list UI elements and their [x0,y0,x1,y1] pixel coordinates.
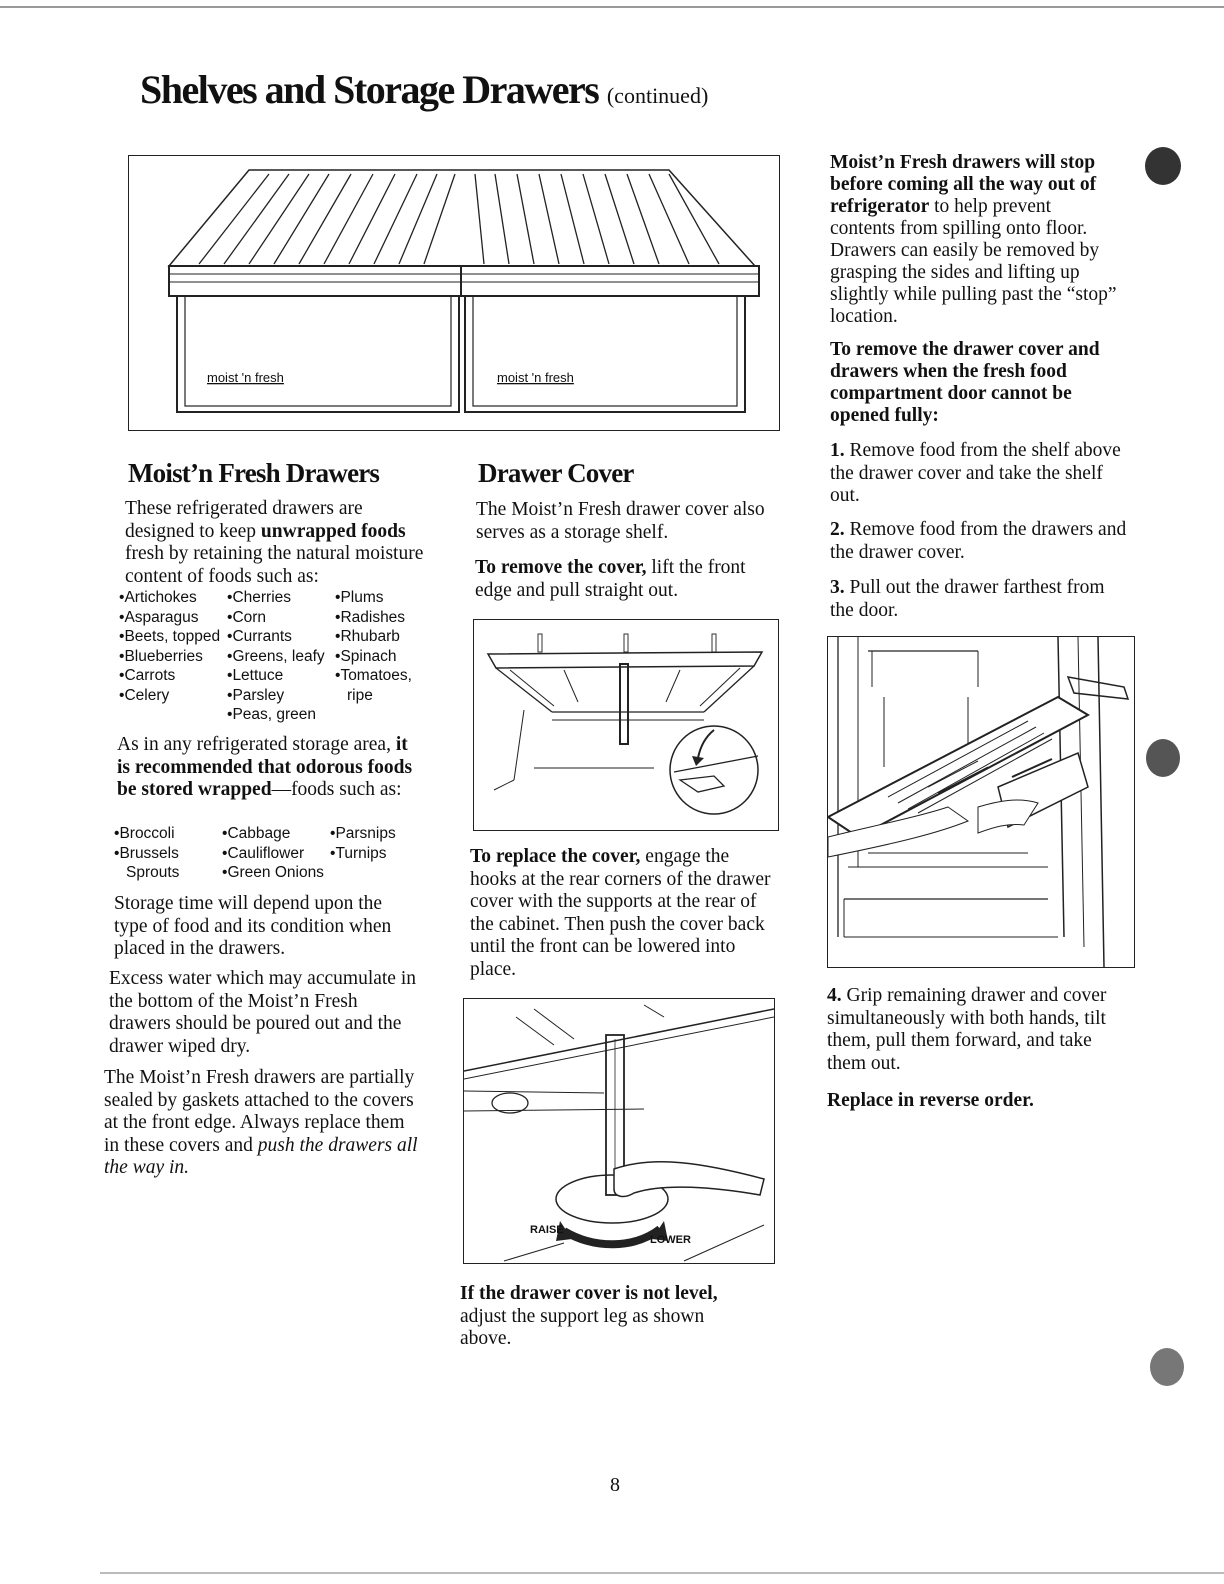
moist-fresh-heading: Moist’n Fresh Drawers [128,458,380,488]
margin-tab-marker [1145,147,1181,185]
replace-cover-paragraph: To replace the cover, engage the hooks at the rear corners of the drawer cover with the supports at the rear of the cabinet. Then push the cover back until the front can be lowered into place. [470,846,771,980]
margin-tab-marker [1150,1348,1184,1386]
odorous-foods-paragraph: As in any refrigerated storage area, it is recommended that odorous foods be stored wrapped—foods such as: [117,734,413,800]
step-3: 3. Pull out the drawer farthest from the door. [830,577,1105,621]
page-number: 8 [610,1474,620,1496]
drawer-label-left: moist 'n fresh [207,370,284,385]
lower-label: LOWER [650,1234,691,1246]
drawers-stop-paragraph: Moist’n Fresh drawers will stop before coming all the way out of refrigerator to help prevent contents from spilling onto floor. Drawers can easily be removed by grasping the sides and lifting up slightly while pulling past the “stop” location. [830,152,1117,327]
replace-reverse-order: Replace in reverse order. [827,1090,1034,1111]
margin-tab-marker [1146,739,1180,777]
remove-when-door-limited: To remove the drawer cover and drawers when the fresh food compartment door cannot be opened fully: [830,339,1100,426]
drawer-cover-heading: Drawer Cover [478,458,634,488]
drawer-cover-intro: The Moist’n Fresh drawer cover also serves as a storage shelf. [476,499,765,543]
gasket-paragraph: The Moist’n Fresh drawers are partially sealed by gaskets attached to the covers at the front edge. Always replace them in these covers and push the drawers all the way in. [104,1067,418,1178]
bottom-rule [100,1572,1224,1574]
produce-list-unwrapped: • Artichokes • Cherries • Plums • Asparagus • Corn • Radishes • Beets, topped • Currants • Rhubarb • Blueberries • Greens, leafy • Spinach • Carrots • Lettuce • Tomatoes, • Celery • Parsley ripe • Peas, green [119,588,457,725]
remove-cover-illustration [473,619,779,831]
page-title [140,66,708,113]
pull-drawer-illustration [827,636,1135,968]
top-rule [0,6,1224,8]
excess-water-paragraph: Excess water which may accumulate in the bottom of the Moist’n Fresh drawers should be poured out and the drawer wiped dry. [109,968,417,1057]
raise-label: RAISE [530,1224,564,1236]
remove-cover-paragraph: To remove the cover, lift the front edge and pull straight out. [475,557,746,601]
storage-time-paragraph: Storage time will depend upon the type of food and its condition when placed in the drawers. [114,893,392,959]
moist-fresh-intro: These refrigerated drawers are designed to keep unwrapped foods fresh by retaining the natural moisture content of foods such as: [125,498,424,587]
drawer-label-right: moist 'n fresh [497,370,574,385]
step-2: 2. Remove food from the drawers and the drawer cover. [830,519,1127,563]
support-leg-illustration [463,998,775,1264]
page-title-text: Shelves and Storage Drawers [140,67,599,112]
page-title-suffix: (continued) [606,83,709,108]
produce-list-wrapped: • Broccoli • Cabbage • Parsnips • Brussels • Cauliflower • Turnips Sprouts • Green Onions [114,824,440,883]
step-4: 4. Grip remaining drawer and cover simultaneously with both hands, tilt them, pull them forward, and take them out. [827,985,1107,1074]
drawers-illustration [128,155,780,431]
step-1: 1. Remove food from the shelf above the drawer cover and take the shelf out. [830,440,1121,506]
cover-not-level-paragraph: If the drawer cover is not level, adjust the support leg as shown above. [460,1283,718,1349]
